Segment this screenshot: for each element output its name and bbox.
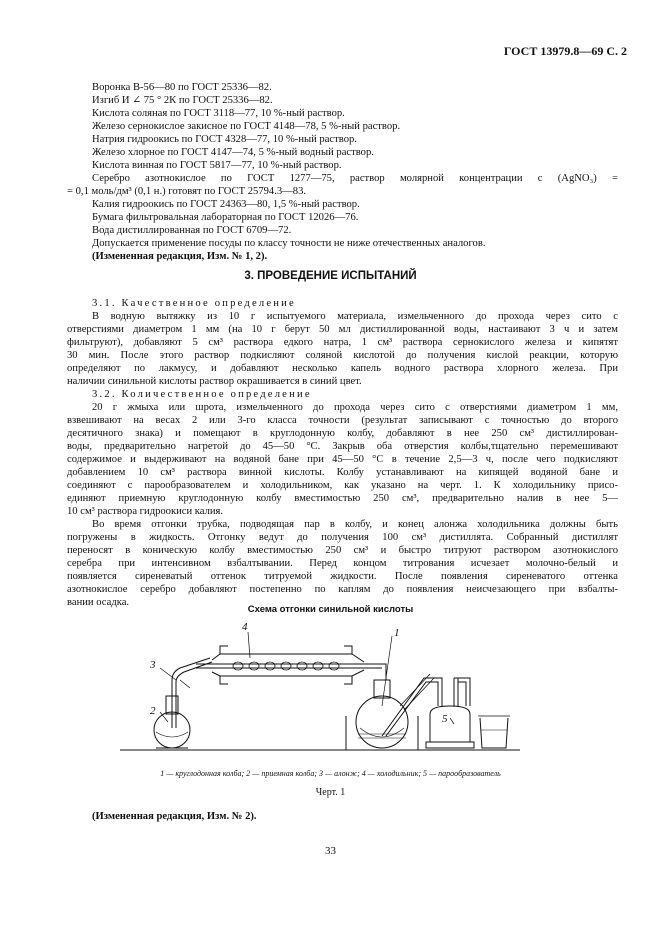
water-bath — [346, 716, 418, 750]
paragraph-line: погружены в жидкость. Отгонку ведут до получения 100 см³ дистиллята. Собранный дистиллят — [67, 532, 618, 543]
page-number: 33 — [325, 845, 336, 857]
material-line: Изгиб И ∠ 75 ° 2К по ГОСТ 25336—82. — [92, 95, 273, 106]
paragraph-line: вании осадка. — [67, 597, 130, 608]
beaker — [478, 716, 510, 748]
edit-note: (Измененная редакция, Изм. № 2). — [92, 811, 257, 822]
label-3: 3 — [150, 659, 156, 671]
paragraph-line: добавлением 10 см³ раствора винной кислоты. Колбу устанавливают на кипящей водяной бане и — [67, 467, 618, 478]
material-line: Железо сернокислое закисное по ГОСТ 4148—78, 5 %-ный раствор. — [92, 121, 401, 132]
paragraph-line: наличии синильной кислоты раствор окрашивается в синий цвет. — [67, 376, 362, 387]
paragraph-line: В водную вытяжку из 10 г испытуемого материала, измельченного до прохода через сито с — [92, 311, 618, 322]
paragraph-line: 30 мин. После этого раствор подкисляют соляной кислотой до получения кислой реакции, которую — [67, 350, 618, 361]
material-line: Воронка В-56—80 по ГОСТ 25336—82. — [92, 82, 272, 93]
paragraph-line: Во время отгонки трубка, подводящая пар в колбу, и конец алонжа холодильника должны быть — [92, 519, 618, 530]
paragraph-line: содержимое и выдерживают на водяной бане при 45—50 °С в течение 2,5—3 ч, после чего подкисляют — [67, 454, 618, 465]
page-header: ГОСТ 13979.8—69 С. 2 — [503, 44, 627, 58]
material-line: Натрия гидроокись по ГОСТ 4328—77, 10 %-ный раствор. — [92, 134, 357, 145]
edit-note: (Измененная редакция, Изм. № 1, 2). — [92, 251, 268, 262]
condenser — [196, 646, 382, 684]
connecting-tube — [382, 664, 386, 680]
subsection-heading: 3.2. Количественное определение — [92, 389, 312, 400]
figure-title: Схема отгонки синильной кислоты — [247, 604, 414, 615]
section-title: 3. ПРОВЕДЕНИЕ ИСПЫТАНИЙ — [244, 270, 417, 282]
label-1: 1 — [394, 627, 400, 639]
steam-tube — [382, 674, 470, 736]
material-line: Калия гидроокись по ГОСТ 24363—80, 1,5 %-ный раствор. — [92, 199, 360, 210]
paragraph-line: определяют по лакмусу, и добавляют несколько капель водного раствора хлорного железа. При — [67, 363, 618, 374]
material-line: = 0,1 моль/дм³ (0,1 н.) готовят по ГОСТ 25794.3—83. — [67, 186, 307, 197]
label-5: 5 — [442, 713, 448, 725]
steam-generator — [426, 706, 474, 748]
paragraph-line: переносят в коническую колбу вместимостью 250 см³ и быстро титруют раствором азотнокислого — [67, 545, 618, 556]
paragraph-line: соединяют с парообразователем и холодильником, как указано на черт. 1. К холодильнику присо- — [67, 480, 618, 491]
paragraph-line: воды, предварительно нагретой до 45—50 °С. Закрыв оба отверстия колбы,тщательно перемешивают — [67, 441, 618, 452]
figure-legend: 1 — круглодонная колба; 2 — приемная колба; 3 — алонж; 4 — холодильник; 5 — парообразователь — [160, 769, 501, 778]
material-line: Вода дистиллированная по ГОСТ 6709—72. — [92, 225, 292, 236]
paragraph-line: появляется сиреневатый оттенок титруемой жидкости. После появления сиреневатого оттенка — [67, 571, 618, 582]
material-line: Железо хлорное по ГОСТ 4147—74, 5 %-ный водный раствор. — [92, 147, 374, 158]
distilling-flask — [356, 680, 408, 748]
paragraph-line: фильтруют), добавляют 5 см³ раствора едкого натра, 1 см³ раствора сернокислого железа и кипятят — [67, 337, 618, 348]
figure-caption: Черт. 1 — [315, 787, 346, 798]
subsection-heading: 3.1. Качественное определение — [92, 298, 296, 309]
material-line: Допускается применение посуды по классу точности не ниже отечественных аналогов. — [92, 238, 486, 249]
material-line: Кислота соляная по ГОСТ 3118—77, 10 %-ный раствор. — [92, 108, 345, 119]
paragraph-line: 20 г жмыха или шрота, измельченного до прохода через сито с отверстиями диаметром 1 мм, — [92, 402, 618, 413]
paragraph-line: азотнокислое серебро добавляют постепенно по каплям до появления неисчезающего при взбалты- — [67, 584, 618, 595]
label-leaders — [160, 632, 454, 724]
material-line: Серебро азотнокислое по ГОСТ 1277—75, раствор молярной концентрации c (AgNO₃) = — [92, 173, 618, 184]
paragraph-line: единяют приемную круглодонную колбу вместимостью 250 см³, предварительно налив в нее 5— — [67, 493, 618, 504]
label-2: 2 — [150, 705, 156, 717]
paragraph-line: взвешивают на весах 2 или 3-го класса точности (результат записывают с точностью до второго — [67, 415, 618, 426]
material-line: Кислота винная по ГОСТ 5817—77, 10 %-ный раствор. — [92, 160, 342, 171]
paragraph-line: серебра при интенсивном взбалтывании. Перед концом титрования исчезает молочно-белый и — [67, 558, 618, 569]
paragraph-line: десятичного знака) и помещают в круглодонную колбу, добавляют в нее 250 см³ дистиллирован- — [67, 428, 618, 439]
material-line: Бумага фильтровальная лабораторная по ГОСТ 12026—76. — [92, 212, 359, 223]
label-4: 4 — [242, 621, 248, 633]
distillation-diagram — [120, 618, 520, 758]
paragraph-line: отверстиями диаметром 1 мм (на 10 г берут 50 мл дистиллированной воды, настаивают 3 ч и затем — [67, 324, 618, 335]
paragraph-line: 10 см³ раствора гидроокиси калия. — [67, 506, 224, 517]
